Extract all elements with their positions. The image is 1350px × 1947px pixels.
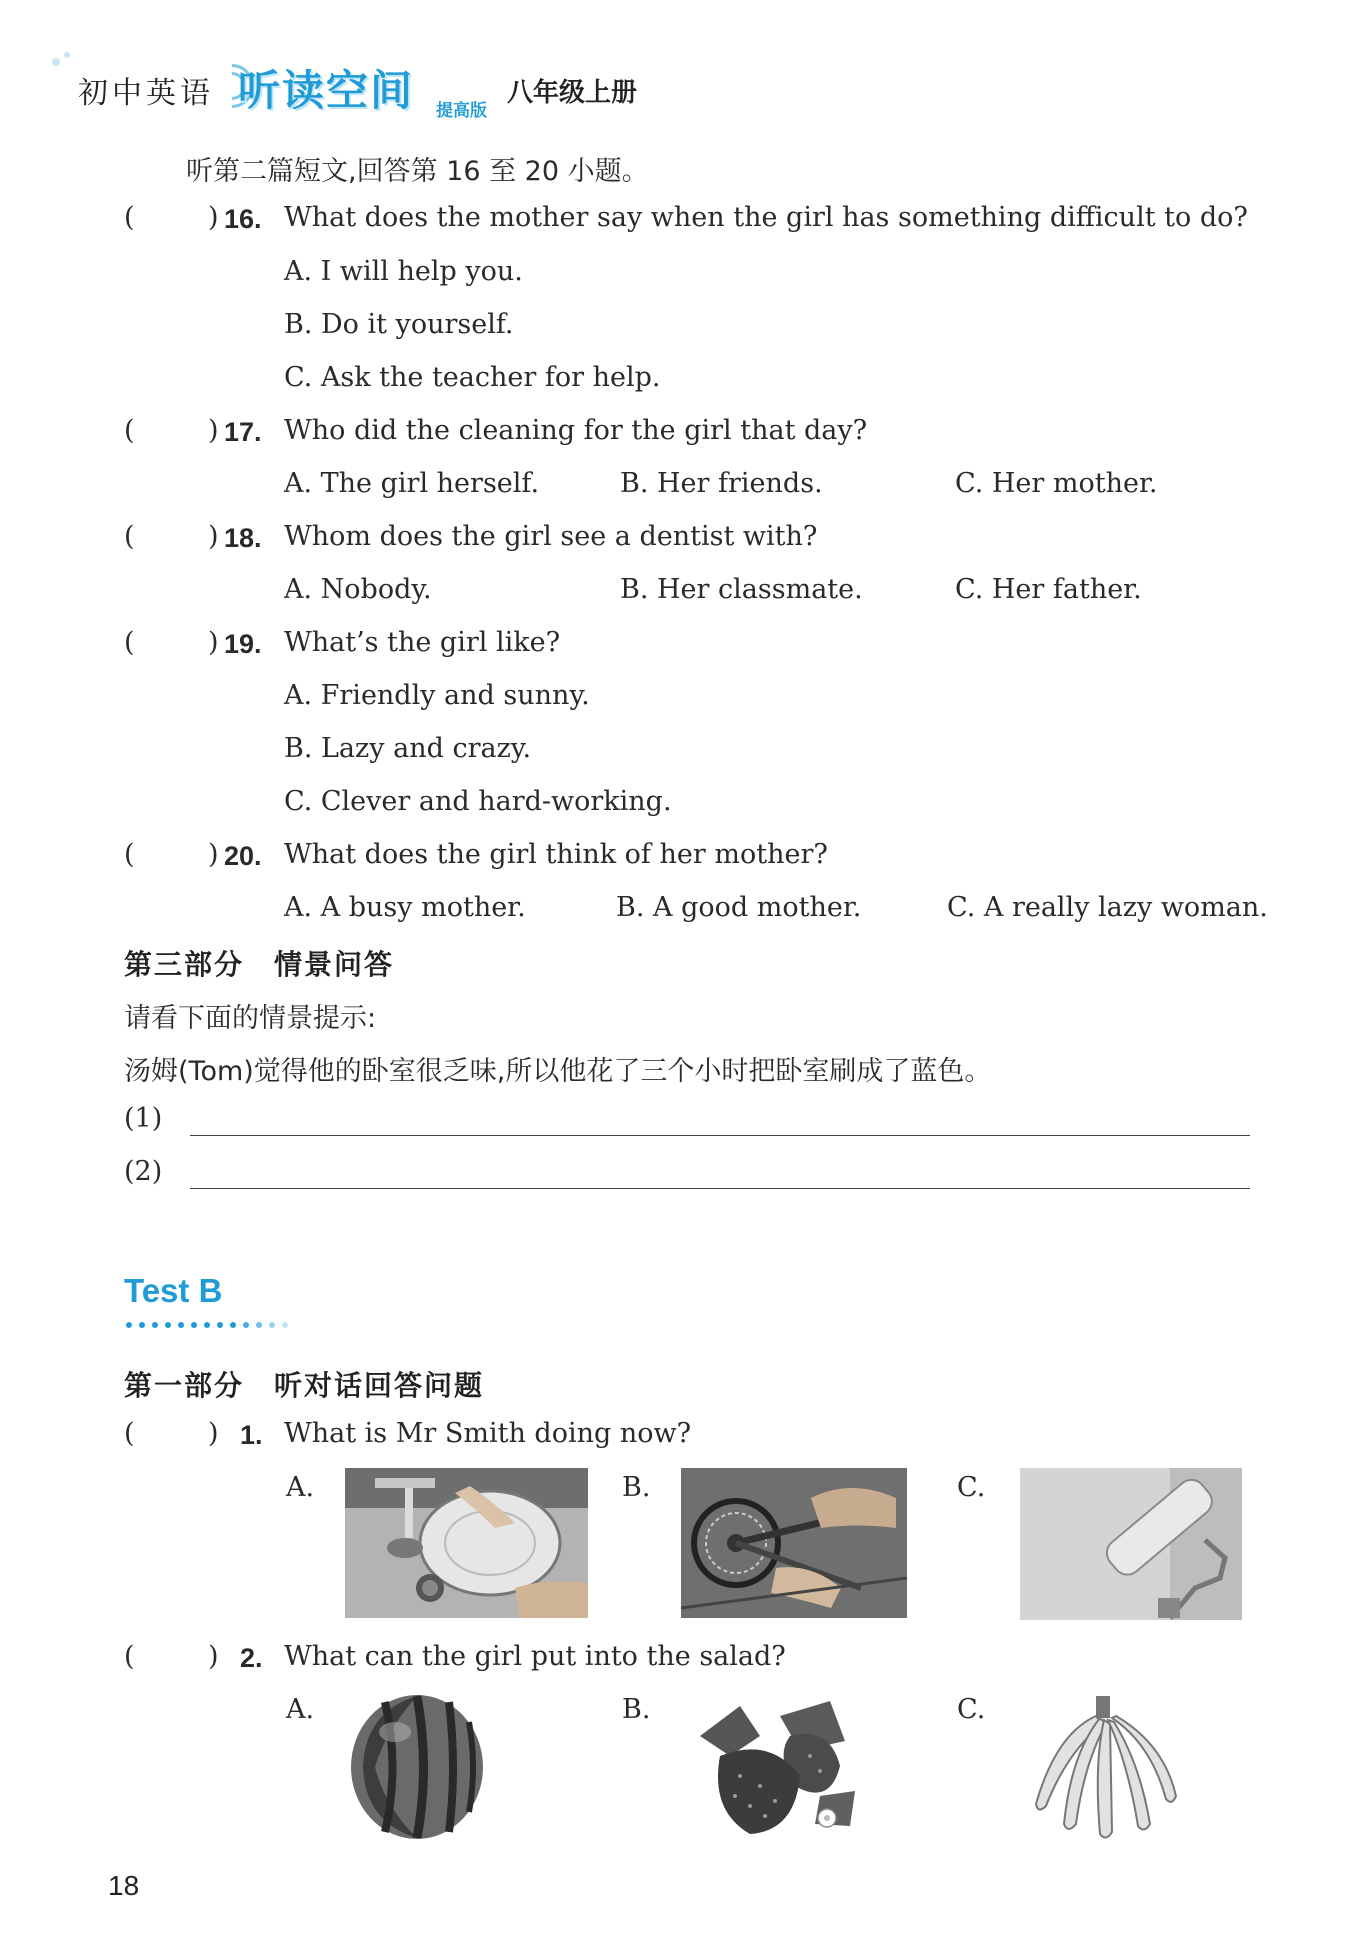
option-a: A. Nobody. <box>284 574 432 605</box>
blank-label: (2) <box>124 1156 163 1187</box>
answer-line-2[interactable] <box>190 1188 1250 1189</box>
page-number: 18 <box>108 1870 140 1901</box>
answer-paren-open: ( <box>124 627 135 658</box>
option-a: A. <box>286 1694 315 1725</box>
option-a: A. The girl herself. <box>284 468 540 499</box>
underline-dot <box>139 1322 145 1328</box>
question-text: Whom does the girl see a dentist with? <box>284 521 818 552</box>
option-b: B. A good mother. <box>616 892 862 923</box>
strawberries-photo <box>680 1696 862 1844</box>
question-text: Who did the cleaning for the girl that day? <box>284 415 868 446</box>
option-b: B. Her classmate. <box>620 574 863 605</box>
option-c: C. Her mother. <box>955 468 1158 499</box>
answer-paren-open: ( <box>124 202 135 233</box>
option-c: C. Her father. <box>955 574 1142 605</box>
option-b: B. Her friends. <box>620 468 823 499</box>
header-series: 初中英语 <box>78 76 214 111</box>
underline-dot <box>126 1322 132 1328</box>
answer-blank-b2[interactable] <box>144 1644 204 1674</box>
bananas-photo <box>1016 1694 1182 1844</box>
section-title: 第一部分 听对话回答问题 <box>124 1369 485 1402</box>
question-number: 19. <box>224 629 262 659</box>
option-c: C. A really lazy woman. <box>947 892 1268 923</box>
question-text: What does the girl think of her mother? <box>284 839 828 870</box>
option-b: B. <box>622 1694 651 1725</box>
question-number: 16. <box>224 204 262 234</box>
answer-paren-close: ) <box>208 415 219 446</box>
header-grade: 八年级上册 <box>507 78 638 108</box>
question-number: 18. <box>224 523 262 553</box>
decor-dot <box>52 58 60 66</box>
answer-paren-close: ) <box>208 1418 219 1449</box>
option-b: B. Do it yourself. <box>284 309 514 340</box>
answer-paren-open: ( <box>124 1418 135 1449</box>
answer-blank-19[interactable] <box>144 630 204 660</box>
question-number: 2. <box>240 1643 263 1673</box>
prompt-label: 请看下面的情景提示: <box>124 1003 377 1034</box>
option-c: C. <box>957 1472 986 1503</box>
underline-dot <box>243 1322 249 1328</box>
underline-dot <box>152 1322 158 1328</box>
watermelon-photo <box>345 1692 495 1842</box>
answer-line-1[interactable] <box>190 1135 1250 1136</box>
underline-dot <box>165 1322 171 1328</box>
option-b: B. Lazy and crazy. <box>284 733 532 764</box>
option-c: C. Clever and hard-working. <box>284 786 672 817</box>
washing-dishes-photo <box>345 1468 588 1618</box>
question-number: 20. <box>224 841 262 871</box>
underline-dot <box>230 1322 236 1328</box>
paint-roller-photo <box>1020 1468 1242 1620</box>
question-number: 17. <box>224 417 262 447</box>
answer-paren-close: ) <box>208 1641 219 1672</box>
option-b: B. <box>622 1472 651 1503</box>
question-text: What does the mother say when the girl has something difficult to do? <box>284 202 1248 233</box>
header-edition: 提高版 <box>436 101 487 121</box>
answer-paren-open: ( <box>124 521 135 552</box>
answer-paren-close: ) <box>208 839 219 870</box>
bicycle-repair-photo <box>681 1468 907 1618</box>
underline-dot <box>256 1322 262 1328</box>
answer-blank-20[interactable] <box>144 842 204 872</box>
section-title: 第三部分 情景问答 <box>124 948 395 981</box>
answer-blank-16[interactable] <box>144 205 204 235</box>
underline-dot <box>282 1322 288 1328</box>
question-number: 1. <box>240 1420 263 1450</box>
question-text: What can the girl put into the salad? <box>284 1641 786 1672</box>
instruction: 听第二篇短文,回答第 16 至 20 小题。 <box>186 156 649 187</box>
answer-paren-open: ( <box>124 839 135 870</box>
answer-paren-close: ) <box>208 202 219 233</box>
option-a: A. I will help you. <box>284 256 523 287</box>
option-a: A. Friendly and sunny. <box>284 680 590 711</box>
decor-dot <box>64 52 70 58</box>
answer-paren-close: ) <box>208 627 219 658</box>
option-c: C. <box>957 1694 986 1725</box>
answer-blank-b1[interactable] <box>144 1421 204 1451</box>
underline-dot <box>191 1322 197 1328</box>
underline-dot <box>178 1322 184 1328</box>
answer-blank-17[interactable] <box>144 418 204 448</box>
answer-paren-close: ) <box>208 521 219 552</box>
option-c: C. Ask the teacher for help. <box>284 362 661 393</box>
underline-dot <box>204 1322 210 1328</box>
option-a: A. A busy mother. <box>284 892 526 923</box>
blank-label: (1) <box>124 1103 163 1134</box>
answer-paren-open: ( <box>124 415 135 446</box>
question-text: What’s the girl like? <box>284 627 561 658</box>
answer-paren-open: ( <box>124 1641 135 1672</box>
answer-blank-18[interactable] <box>144 524 204 554</box>
underline-dot <box>217 1322 223 1328</box>
header-logo: 听读空间 <box>238 66 415 115</box>
question-text: What is Mr Smith doing now? <box>284 1418 692 1449</box>
test-b-title: Test B <box>124 1272 223 1309</box>
option-a: A. <box>286 1472 315 1503</box>
scenario-text: 汤姆(Tom)觉得他的卧室很乏味,所以他花了三个小时把卧室刷成了蓝色。 <box>124 1056 992 1087</box>
underline-dot <box>269 1322 275 1328</box>
